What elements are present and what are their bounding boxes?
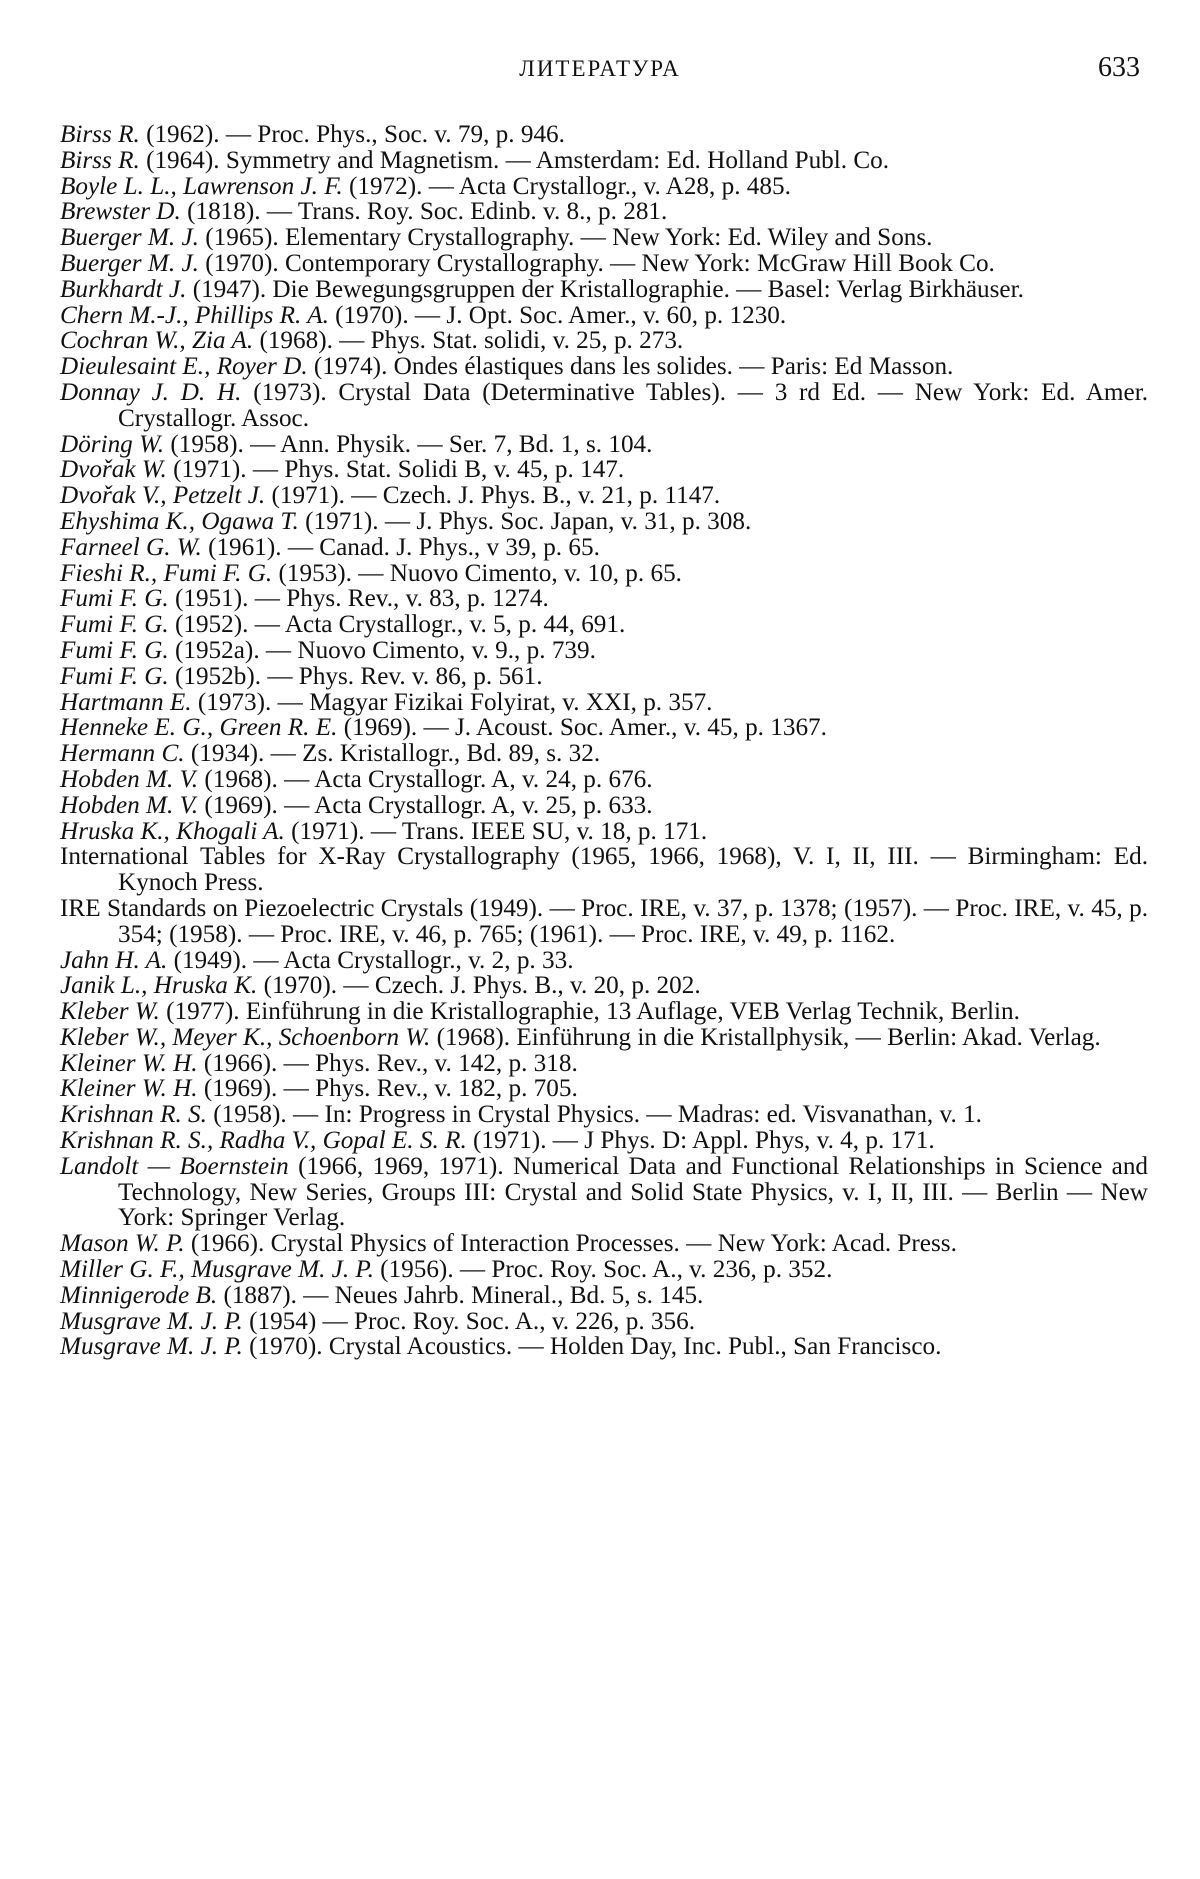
- reference-text: (1968). — Acta Crystallogr. A, v. 24, p. 676.: [204, 765, 653, 793]
- reference-author: Ehyshima K., Ogawa T.: [60, 507, 299, 535]
- reference-author: Farneel G. W.: [60, 533, 202, 561]
- reference-author: Musgrave M. J. P.: [60, 1333, 243, 1361]
- reference-entry: [60, 1334, 1148, 1360]
- reference-text: (1971). — Czech. J. Phys. B., v. 21, p. 1147.: [271, 482, 721, 510]
- reference-author: Buerger M. J.: [60, 224, 199, 252]
- reference-entry: [60, 844, 1148, 896]
- reference-text: (1951). — Phys. Rev., v. 83, p. 1274.: [174, 585, 549, 613]
- reference-entry: [60, 948, 1148, 974]
- reference-text: (1965). Elementary Crystallography. — New York: Ed. Wiley and Sons.: [205, 224, 933, 252]
- reference-entry: [60, 1257, 1148, 1283]
- reference-text: (1973). — Magyar Fizikai Folyirat, v. XXI, p. 357.: [197, 688, 713, 716]
- reference-author: Cochran W., Zia A.: [60, 327, 254, 355]
- page-header: [0, 52, 1200, 92]
- reference-text: (1818). — Trans. Roy. Soc. Edinb. v. 8., p. 281.: [187, 198, 668, 226]
- reference-entry: [60, 174, 1148, 200]
- reference-text: (1970). — J. Opt. Soc. Amer., v. 60, p. 1230.: [335, 301, 787, 329]
- reference-entry: [60, 741, 1148, 767]
- reference-author: Brewster D.: [60, 198, 181, 226]
- reference-entry: [60, 1051, 1148, 1077]
- reference-text: (1977). Einführung in die Kristallographie, 13 Auflage, VEB Verlag Technik, Berlin.: [166, 998, 1020, 1026]
- reference-author: Fumi F. G.: [60, 585, 169, 613]
- reference-entry: [60, 328, 1148, 354]
- reference-text: IRE Standards on Piezoelectric Crystals (1949). — Proc. IRE, v. 37, p. 1378; (1957). — Proc. IRE, v. 45, p. 354; (1958). — Proc. IRE, v. 46, p. 765; (1961). — Proc. IRE, v. 49, p. 1162.: [60, 894, 1148, 948]
- reference-author: Henneke E. G., Green R. E.: [60, 714, 338, 742]
- reference-author: Landolt — Boernstein: [60, 1152, 289, 1180]
- reference-text: (1971). — J. Phys. Soc. Japan, v. 31, p. 308.: [305, 507, 752, 535]
- reference-author: Boyle L. L., Lawrenson J. F.: [60, 172, 343, 200]
- reference-entry: [60, 1283, 1148, 1309]
- reference-author: Hermann C.: [60, 740, 185, 768]
- reference-author: Hartmann E.: [60, 688, 192, 716]
- reference-author: Dieulesaint E., Royer D.: [60, 353, 308, 381]
- reference-entry: [60, 767, 1148, 793]
- reference-author: Dvořak W.: [60, 456, 167, 484]
- reference-author: Kleber W.: [60, 998, 160, 1026]
- reference-author: Krishnan R. S., Radha V., Gopal E. S. R.: [60, 1127, 467, 1155]
- reference-author: Fieshi R., Fumi F. G.: [60, 559, 273, 587]
- reference-list: [60, 122, 1148, 1360]
- reference-author: Döring W.: [60, 430, 165, 458]
- page-number: 633: [1098, 52, 1140, 83]
- reference-text: (1956). — Proc. Roy. Soc. A., v. 236, p. 352.: [380, 1256, 833, 1284]
- reference-text: (1968). — Phys. Stat. solidi, v. 25, p. 273.: [259, 327, 684, 355]
- reference-entry: [60, 612, 1148, 638]
- reference-text: (1966, 1969, 1971). Numerical Data and Functional Relationships in Science and Technology, New Series, Groups III: Crystal and Solid State Physics, v. I, II, III. — Berlin — New York: Springer Verlag.: [118, 1152, 1149, 1232]
- reference-text: (1970). Contemporary Crystallography. — New York: McGraw Hill Book Co.: [205, 249, 995, 277]
- reference-entry: [60, 819, 1148, 845]
- reference-text: (1958). — In: Progress in Crystal Physics. — Madras: ed. Visvanathan, v. 1.: [213, 1101, 982, 1129]
- reference-author: Kleber W., Meyer K., Schoenborn W.: [60, 1023, 431, 1051]
- reference-author: Hruska K., Khogali A.: [60, 817, 285, 845]
- reference-author: Krishnan R. S.: [60, 1101, 207, 1129]
- reference-author: Jahn H. A.: [60, 946, 168, 974]
- reference-text: (1969). — Acta Crystallogr. A, v. 25, p. 633.: [204, 791, 653, 819]
- reference-author: Kleiner W. H.: [60, 1075, 198, 1103]
- reference-entry: [60, 1309, 1148, 1335]
- reference-author: Burkhardt J.: [60, 275, 187, 303]
- reference-entry: [60, 896, 1148, 948]
- reference-author: Musgrave M. J. P.: [60, 1307, 243, 1335]
- reference-author: Fumi F. G.: [60, 611, 169, 639]
- reference-entry: [60, 457, 1148, 483]
- reference-entry: [60, 380, 1148, 432]
- reference-text: (1969). — J. Acoust. Soc. Amer., v. 45, p. 1367.: [343, 714, 827, 742]
- reference-entry: [60, 664, 1148, 690]
- reference-text: (1974). Ondes élastiques dans les solides. — Paris: Ed Masson.: [313, 353, 954, 381]
- reference-text: (1971). — Phys. Stat. Solidi B, v. 45, p. 147.: [173, 456, 625, 484]
- reference-text: (1961). — Canad. J. Phys., v 39, p. 65.: [208, 533, 600, 561]
- running-title: ЛИТЕРАТУРА: [519, 56, 681, 81]
- reference-entry: [60, 999, 1148, 1025]
- reference-text: (1952b). — Phys. Rev. v. 86, p. 561.: [174, 662, 543, 690]
- reference-author: Hobden M. V.: [60, 791, 199, 819]
- reference-author: Mason W. P.: [60, 1230, 185, 1258]
- reference-entry: [60, 225, 1148, 251]
- reference-text: (1972). — Acta Crystallogr., v. A28, p. 485.: [348, 172, 791, 200]
- reference-entry: [60, 509, 1148, 535]
- reference-entry: [60, 354, 1148, 380]
- reference-entry: [60, 1231, 1148, 1257]
- reference-text: (1954) — Proc. Roy. Soc. A., v. 226, p. 356.: [249, 1307, 696, 1335]
- reference-entry: [60, 1076, 1148, 1102]
- reference-text: (1887). — Neues Jahrb. Mineral., Bd. 5, s. 145.: [223, 1281, 704, 1309]
- reference-entry: [60, 535, 1148, 561]
- reference-author: Hobden M. V.: [60, 765, 199, 793]
- reference-text: (1953). — Nuovo Cimento, v. 10, p. 65.: [278, 559, 682, 587]
- reference-author: Minnigerode B.: [60, 1281, 218, 1309]
- reference-entry: [60, 199, 1148, 225]
- reference-text: International Tables for X-Ray Crystallography (1965, 1966, 1968), V. I, II, III. — Birmingham: Ed. Kynoch Press.: [60, 843, 1148, 897]
- reference-entry: [60, 122, 1148, 148]
- reference-entry: [60, 586, 1148, 612]
- reference-entry: [60, 715, 1148, 741]
- reference-entry: [60, 793, 1148, 819]
- reference-entry: [60, 1128, 1148, 1154]
- reference-author: Birss R.: [60, 146, 140, 174]
- reference-text: (1966). Crystal Physics of Interaction Processes. — New York: Acad. Press.: [190, 1230, 957, 1258]
- reference-author: Dvořak V., Petzelt J.: [60, 482, 266, 510]
- reference-entry: [60, 561, 1148, 587]
- reference-author: Buerger M. J.: [60, 249, 199, 277]
- reference-text: (1971). — J Phys. D: Appl. Phys, v. 4, p. 171.: [473, 1127, 935, 1155]
- reference-text: (1952a). — Nuovo Cimento, v. 9., p. 739.: [174, 636, 596, 664]
- reference-text: (1952). — Acta Crystallogr., v. 5, p. 44, 691.: [174, 611, 626, 639]
- reference-text: (1966). — Phys. Rev., v. 142, p. 318.: [203, 1049, 578, 1077]
- reference-text: (1969). — Phys. Rev., v. 182, p. 705.: [203, 1075, 578, 1103]
- reference-text: (1973). Crystal Data (Determinative Tables). — 3 rd Ed. — New York: Ed. Amer. Crystallogr. Assoc.: [118, 378, 1148, 432]
- reference-author: Miller G. F., Musgrave M. J. P.: [60, 1256, 374, 1284]
- reference-text: (1964). Symmetry and Magnetism. — Amsterdam: Ed. Holland Publ. Co.: [146, 146, 890, 174]
- reference-author: Janik L., Hruska K.: [60, 972, 258, 1000]
- reference-entry: [60, 1154, 1148, 1231]
- reference-entry: [60, 148, 1148, 174]
- reference-text: (1934). — Zs. Kristallogr., Bd. 89, s. 32.: [190, 740, 601, 768]
- reference-author: Donnay J. D. H.: [60, 378, 242, 406]
- reference-text: (1971). — Trans. IEEE SU, v. 18, p. 171.: [291, 817, 708, 845]
- reference-text: (1970). — Czech. J. Phys. B., v. 20, p. 202.: [263, 972, 701, 1000]
- reference-author: Fumi F. G.: [60, 636, 169, 664]
- reference-text: (1970). Crystal Acoustics. — Holden Day, Inc. Publ., San Francisco.: [249, 1333, 942, 1361]
- reference-entry: [60, 638, 1148, 664]
- reference-author: Kleiner W. H.: [60, 1049, 198, 1077]
- reference-entry: [60, 690, 1148, 716]
- reference-author: Fumi F. G.: [60, 662, 169, 690]
- reference-entry: [60, 483, 1148, 509]
- reference-text: (1949). — Acta Crystallogr., v. 2, p. 33.: [173, 946, 574, 974]
- reference-entry: [60, 303, 1148, 329]
- reference-entry: [60, 277, 1148, 303]
- reference-entry: [60, 432, 1148, 458]
- reference-text: (1962). — Proc. Phys., Soc. v. 79, p. 946.: [146, 121, 565, 148]
- reference-entry: [60, 251, 1148, 277]
- reference-entry: [60, 1025, 1148, 1051]
- reference-entry: [60, 973, 1148, 999]
- reference-text: (1958). — Ann. Physik. — Ser. 7, Bd. 1, s. 104.: [170, 430, 653, 458]
- reference-entry: [60, 1102, 1148, 1128]
- reference-text: (1947). Die Bewegungsgruppen der Kristallographie. — Basel: Verlag Birkhäuser.: [192, 275, 1024, 303]
- reference-author: Birss R.: [60, 121, 140, 148]
- reference-author: Chern M.-J., Phillips R. A.: [60, 301, 329, 329]
- reference-text: (1968). Einführung in die Kristallphysik, — Berlin: Akad. Verlag.: [436, 1023, 1101, 1051]
